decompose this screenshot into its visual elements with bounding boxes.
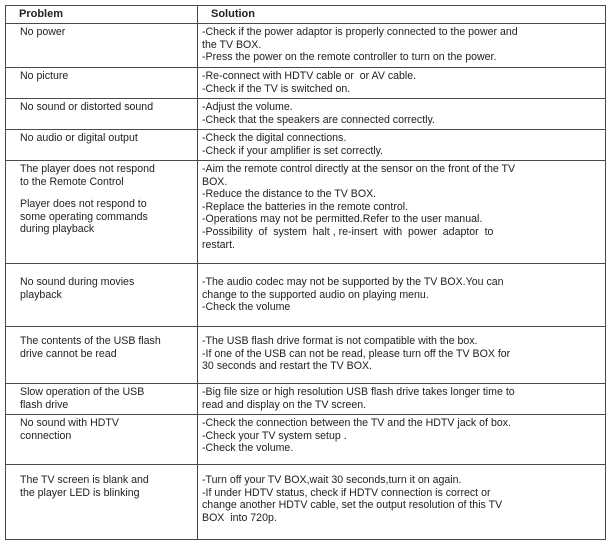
solution-text: -Check the volume. [202,442,294,455]
solution-text: -Check the digital connections. [202,132,347,144]
problem-cell [6,161,198,264]
solution-text: -Turn off your TV BOX,wait 30 seconds,turn it on again. [202,474,462,486]
solution-text: -Possibility of system halt , re-insert with power adaptor to [202,225,494,238]
problem-text: flash drive [20,398,69,411]
solution-cell [198,161,606,264]
solution-text: -Check that the speakers are connected correctly. [202,113,435,126]
problem-text: The TV screen is blank and [20,474,149,486]
solution-cell [198,130,606,161]
table-row [6,24,606,68]
table-row [6,99,606,130]
problem-cell [6,327,198,384]
problem-header: Problem [6,6,198,24]
problem-text: some operating commands [20,210,148,223]
problem-cell [6,130,198,161]
solution-text: -Check your TV system setup . [202,429,347,442]
problem-text: Player does not respond to [20,198,147,211]
problem-cell [6,264,198,327]
problem-text: during playback [20,223,95,236]
solution-text: -Aim the remote control directly at the sensor on the front of the TV [202,163,516,175]
header-row [6,6,606,24]
solution-cell [198,327,606,384]
table-row [6,465,606,540]
problem-text: No picture [20,70,69,82]
solution-cell [198,264,606,327]
table-row [6,68,606,99]
problem-text: the player LED is blinking [20,486,140,499]
problem-cell [6,24,198,68]
solution-text: -Re-connect with HDTV cable or or AV cable. [202,70,417,82]
solution-text: -If one of the USB can not be read, please turn off the TV BOX for [202,347,511,360]
spacer [20,188,193,198]
problem-text: The player does not respond [20,163,155,175]
solution-text: 30 seconds and restart the TV BOX. [202,360,372,373]
problem-text: No power [20,26,66,38]
solution-cell [198,384,606,415]
solution-text: -Operations may not be permitted.Refer to the user manual. [202,213,483,226]
table-row [6,161,606,264]
table-row [6,415,606,465]
problem-cell [6,465,198,540]
problem-text: to the Remote Control [20,175,124,188]
solution-text: -Check the volume [202,301,291,314]
troubleshooting-table [5,5,606,540]
table-row [6,264,606,327]
solution-cell [198,24,606,68]
solution-text: -Check the connection between the TV and the HDTV jack of box. [202,417,511,429]
problem-text: No audio or digital output [20,132,138,144]
problem-text: Slow operation of the USB [20,386,145,398]
problem-text: drive cannot be read [20,347,117,360]
solution-text: restart. [202,238,235,251]
solution-text: change another HDTV cable, set the output resolution of this TV [202,499,503,512]
problem-text: No sound or distorted sound [20,101,154,113]
solution-text: -Press the power on the remote controller to turn on the power. [202,51,497,64]
problem-cell [6,415,198,465]
solution-text: -Check if the power adaptor is properly connected to the power and [202,26,518,38]
problem-text: connection [20,429,72,442]
solution-text: -Check if your amplifier is set correctly. [202,144,384,157]
solution-cell [198,415,606,465]
problem-text: No sound during movies [20,276,135,288]
solution-text: -The audio codec may not be supported by the TV BOX.You can [202,276,504,288]
table-row [6,384,606,415]
solution-header: Solution [198,6,606,24]
solution-text: BOX. [202,175,228,188]
solution-text: -Replace the batteries in the remote control. [202,200,409,213]
solution-text: the TV BOX. [202,38,262,51]
solution-text: -Adjust the volume. [202,101,293,113]
solution-text: -If under HDTV status, check if HDTV connection is correct or [202,486,491,499]
solution-cell [198,465,606,540]
solution-text: change to the supported audio on playing menu. [202,288,429,301]
solution-cell [198,99,606,130]
problem-cell [6,99,198,130]
table-row [6,130,606,161]
problem-text: The contents of the USB flash [20,335,161,347]
solution-text: -The USB flash drive format is not compatible with the box. [202,335,478,347]
solution-cell [198,68,606,99]
solution-text: -Big file size or high resolution USB flash drive takes longer time to [202,386,515,398]
solution-text: -Reduce the distance to the TV BOX. [202,188,377,201]
table-row [6,327,606,384]
solution-text: read and display on the TV screen. [202,398,367,411]
problem-text: No sound with HDTV [20,417,119,429]
problem-cell [6,68,198,99]
problem-text: playback [20,288,62,301]
solution-text: BOX into 720p. [202,511,277,524]
problem-cell [6,384,198,415]
solution-text: -Check if the TV is switched on. [202,82,351,95]
